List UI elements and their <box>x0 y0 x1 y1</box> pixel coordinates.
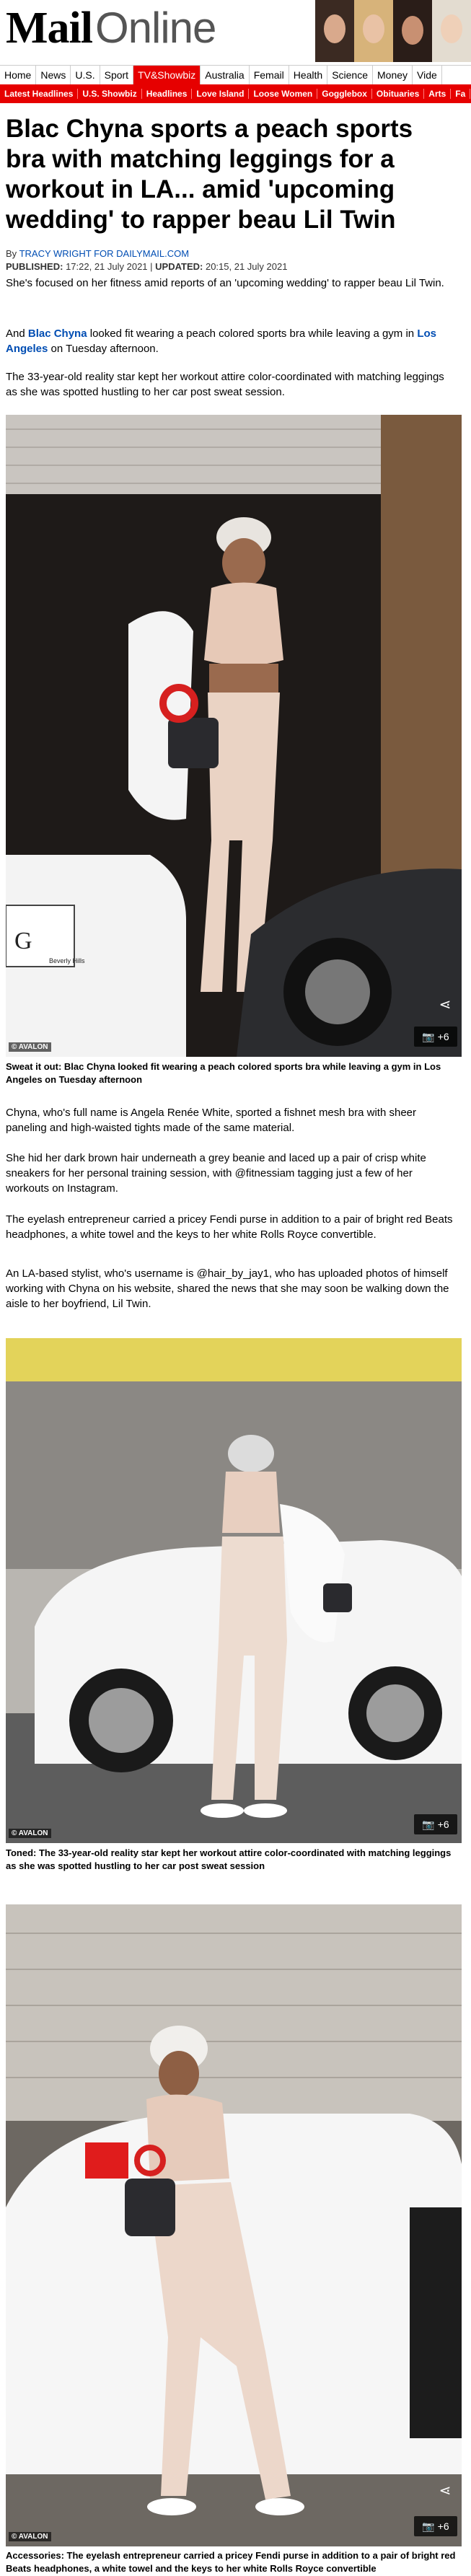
promo-faces-image <box>315 0 471 62</box>
photo-1-gallery-button[interactable] <box>414 1027 457 1047</box>
p2-text-b: looked fit wearing a peach colored sports bra while leaving a gym in <box>87 328 418 340</box>
nav-item-7[interactable]: Health <box>289 66 327 84</box>
photo-2-gallery-count: +6 <box>437 1819 449 1830</box>
updated-date: 20:15, 21 July 2021 <box>203 261 288 272</box>
nav-item-6[interactable]: Femail <box>250 66 289 84</box>
nav-item-10[interactable]: Vide <box>413 66 442 84</box>
paragraph-2 <box>6 326 457 356</box>
camera-icon: 📷 <box>422 1819 435 1830</box>
paragraph-1: She's focused on her fitness amid reports of an 'upcoming wedding' to rapper beau Lil Twin. <box>6 277 444 289</box>
share-icon[interactable]: ⋖ <box>439 997 452 1013</box>
updated-label: UPDATED: <box>155 261 203 272</box>
camera-icon: 📷 <box>422 1031 435 1042</box>
nav-item-2[interactable]: U.S. <box>71 66 100 84</box>
promo-banner[interactable] <box>315 0 471 62</box>
subnav-item-3[interactable]: Love Island <box>192 89 249 99</box>
author-link[interactable]: TRACY WRIGHT FOR DAILYMAIL.COM <box>19 248 190 259</box>
subnav-item-4[interactable]: Loose Women <box>249 89 317 99</box>
paragraph-6: The eyelash entrepreneur carried a pricey Fendi purse in addition to a pair of bright red Beats headphones, a white towel and the keys to her white Rolls Royce convertible. <box>6 1213 453 1241</box>
subnav-item-0[interactable]: Latest Headlines <box>0 89 78 99</box>
article-photo-1[interactable] <box>6 415 462 1057</box>
license-plate-letter: G <box>14 928 32 954</box>
license-plate-text: Beverly Hills <box>49 957 85 964</box>
nav-item-5[interactable]: Australia <box>201 66 249 84</box>
site-logo[interactable] <box>6 3 216 54</box>
photo-3-gallery-button[interactable] <box>414 2516 457 2536</box>
p2-text-a: And <box>6 328 28 340</box>
subnav-item-8[interactable]: Fa <box>451 89 470 99</box>
photo-3-caption: Accessories: The eyelash entrepreneur carried a pricey Fendi purse in addition to a pair of bright red Beats headphones, a white towel and the keys to her white Rolls Royce convertible <box>6 2550 456 2574</box>
published-label: PUBLISHED: <box>6 261 63 272</box>
paragraph-3: The 33-year-old reality star kept her workout attire color-coordinated with matching leggings as she was spotted hustling to her car post sweat session. <box>6 371 444 398</box>
nav-item-9[interactable]: Money <box>373 66 413 84</box>
los-angeles-link[interactable]: Los Angeles <box>6 328 436 355</box>
byline-prefix: By <box>6 248 19 259</box>
nav-item-3[interactable]: Sport <box>100 66 133 84</box>
nav-item-1[interactable]: News <box>36 66 71 84</box>
main-nav <box>0 65 471 85</box>
share-icon[interactable]: ⋖ <box>439 2483 452 2499</box>
byline <box>6 248 189 259</box>
photo-1-credit: © AVALON <box>9 1042 51 1052</box>
photo-1-gallery-count: +6 <box>437 1031 449 1042</box>
subnav-item-2[interactable]: Headlines <box>142 89 193 99</box>
published-date: 17:22, 21 July 2021 <box>63 261 148 272</box>
logo-mail: Mail <box>6 4 92 53</box>
p2-text-c: on Tuesday afternoon. <box>48 343 159 355</box>
article-photo-2[interactable] <box>6 1338 462 1843</box>
article-dates: PUBLISHED: 17:22, 21 July 2021 | UPDATED: 20:15, 21 July 2021 <box>6 261 288 272</box>
nav-item-4[interactable]: TV&Showbiz <box>133 66 201 84</box>
nav-item-0[interactable]: Home <box>0 66 36 84</box>
masthead <box>0 0 471 63</box>
subnav-item-1[interactable]: U.S. Showbiz <box>78 89 141 99</box>
photo-1-image <box>6 415 462 1057</box>
logo-online: Online <box>94 4 216 52</box>
subnav-item-5[interactable]: Gogglebox <box>317 89 372 99</box>
subnav-item-6[interactable]: Obituaries <box>372 89 424 99</box>
subnav-item-7[interactable]: Arts <box>424 89 451 99</box>
paragraph-7: An LA-based stylist, who's username is @hair_by_jay1, who has uploaded photos of himself working with Chyna on his website, shared the news that she may soon be walking down the aisle to her boyfriend, Lil Twin. <box>6 1267 449 1310</box>
blac-chyna-link[interactable]: Blac Chyna <box>27 328 87 340</box>
photo-2-credit: © AVALON <box>9 1829 51 1838</box>
photo-2-image <box>6 1338 462 1843</box>
article-headline: Blac Chyna sports a peach sports bra with matching leggings for a workout in LA... amid 'upcoming wedding' to rapper beau Lil Twin <box>6 115 413 234</box>
article-photo-3[interactable] <box>6 1904 462 2546</box>
sub-nav <box>0 84 471 103</box>
photo-3-gallery-count: +6 <box>437 2520 449 2532</box>
photo-3-credit: © AVALON <box>9 2532 51 2541</box>
photo-3-image <box>6 1904 462 2546</box>
camera-icon: 📷 <box>422 2520 435 2532</box>
nav-item-8[interactable]: Science <box>327 66 373 84</box>
photo-2-gallery-button[interactable] <box>414 1814 457 1834</box>
paragraph-5: She hid her dark brown hair underneath a grey beanie and laced up a pair of crisp white sneakers for her personal training session, with @fitnessiam tagging just a few of her workouts on Instagram. <box>6 1152 426 1195</box>
paragraph-4: Chyna, who's full name is Angela Renée White, sported a fishnet mesh bra with sheer paneling and high-waisted tights made of the same material. <box>6 1107 416 1134</box>
photo-1-caption: Sweat it out: Blac Chyna looked fit wearing a peach colored sports bra while leaving a gym in Los Angeles on Tuesday afternoon <box>6 1061 441 1085</box>
photo-2-caption: Toned: The 33-year-old reality star kept her workout attire color-coordinated with matching leggings as she was spotted hustling to her car post sweat session <box>6 1847 452 1871</box>
